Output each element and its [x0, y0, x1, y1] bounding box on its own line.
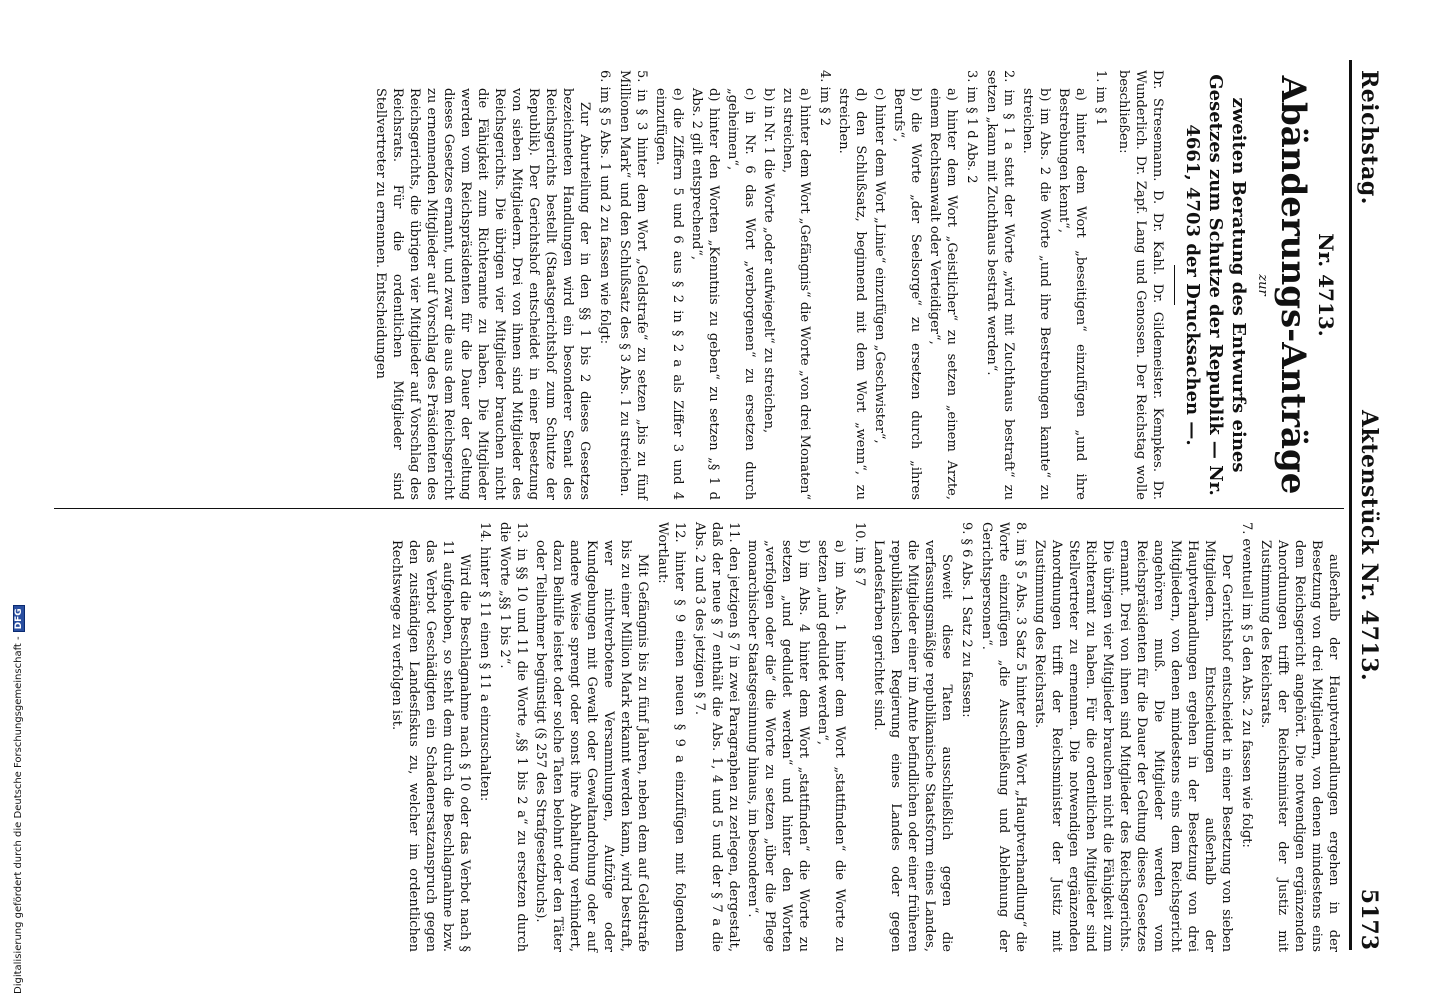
amendment-text: Der Gerichtshof entscheidet in einer Besetzung von sieben Mitgliedern. Entscheidungen außerhalb der Hauptverhandlungen ergehen in der Besetzung von drei Mitgliedern, von denen mindestens eins dem Reichsgericht angehören muß. Die Mitglieder werden vom Reichspräsidenten für die Dauer der Geltung dieses Gesetzes ernannt. Drei von ihnen sind Mitglieder des Reichsgerichts. Die übrigen vier Mitglieder brauchen nicht die Fähigkeit zum Richteramt zu haben. Für die ordentlichen Mitglieder sind Stellvertreter zu ernennen. Die notwendigen ergänzenden Anordnungen trifft der Reichsminister der Justiz mit Zustimmung des Reichsrats.	[1032, 540, 1234, 952]
dfg-logo-icon: DFG	[13, 605, 25, 632]
amendment-item: 2. im § 1 a statt der Worte „wird mit Zuchthaus bestraft“ zu setzen „kann mit Zuchthaus bestraft werden“.	[984, 70, 1016, 500]
document-number: Nr. 4713.	[1314, 233, 1338, 337]
document-zur: zur	[1255, 274, 1270, 296]
margin-note	[1, 606, 24, 994]
amendment-item: 12. hinter § 9 einen neuen § 9 a einzufügen mit folgendem Wortlaut:	[655, 522, 687, 952]
amendment-subitem: e) die Ziffern 5 und 6 aus § 2 in § 2 a als Ziffer 3 und 4 einzufügen.	[653, 88, 685, 500]
amendment-subitem: c) hinter dem Wort „Linie“ einzufügen „Geschwister“,	[872, 88, 887, 444]
amendment-item: 11. den jetzigen § 7 in zwei Paragraphen zu zerlegen, dergestalt, daß der neue § 7 enthält die Abs. 1, 4 und 5 und der § 7 a die Abs. 2 und 3 des jetzigen § 7.	[692, 522, 741, 952]
left-column	[370, 70, 1342, 500]
amendment-text: Soweit diese Taten ausschließlich gegen die verfassungsmäßige republikanische Staatsform eines Landes, die Mitglieder einer im Amte befindlichen oder einer früheren republikanischen Regierung eines Landes oder gegen Landesfarben gerichtet sind.	[871, 540, 954, 952]
amendment-subitem: c) in Nr. 6 das Wort „verborgenen“ zu ersetzen durch „geheimen“,	[725, 88, 757, 500]
amendment-item: 3. im § 1 d Abs. 2	[964, 70, 979, 184]
amendment-text: außerhalb der Hauptverhandlungen ergehen in der Besetzung von drei Mitgliedern, von denen mindestens eins dem Reichsgericht angehört. Die notwendigen ergänzenden Anordnungen trifft der Reichsminister der Justiz mit Zustimmung des Reichsrats.	[1258, 540, 1341, 952]
amendment-subitem: a) hinter dem Wort „Gefängnis“ die Worte „von drei Monaten“ zu streichen,	[780, 88, 812, 500]
title-rule	[1174, 265, 1175, 305]
signatories: Dr. Stresemann. D. Dr. Kahl. Dr. Gildemeister. Kempkes. Dr. Wunderlich. Dr. Zapf. Lang und Genossen. Der Reichstag wolle beschließen:	[1116, 70, 1165, 500]
margin-note-text: Digitalisierung gefördert durch die Deutsche Forschungsgemeinschaft -	[13, 636, 24, 994]
page-number: 5173	[1356, 888, 1382, 950]
amendment-subitem: b) in Nr. 1 die Worte „oder aufwiegelt“ zu streichen,	[761, 88, 776, 434]
column-divider	[54, 508, 1344, 509]
amendment-subitem: d) den Schlußsatz, beginnend mit dem Wort „wenn“, zu streichen.	[836, 88, 868, 500]
header-center: Aktenstück Nr. 4713.	[1356, 410, 1382, 682]
amendment-text: Wird die Beschlagnahme nach § 10 oder das Verbot nach § 11 aufgehoben, so steht dem durch die Beschlagnahme bzw. das Verbot Geschädigten ein Schadenersatzanspruch gegen den zuständigen Landesfiskus zu, welcher im ordentlichen Rechtswege zu verfolgen ist.	[389, 540, 472, 952]
document-subtitle: zweiten Beratung des Entwurfs eines Gesetzes zum Schutze der Republik — Nr. 4661, 4703 der Drucksachen —.	[1182, 74, 1249, 496]
header-rule	[1349, 60, 1352, 950]
amendment-item: 6. im § 5 Abs. 1 und 2 zu fassen wie folgt:	[597, 70, 612, 345]
amendment-subitem: d) hinter den Worten „Kenntnis zu geben“ zu setzen „§ 1 d Abs. 2 gilt entsprechend“,	[689, 88, 721, 500]
page-header	[1352, 70, 1382, 950]
amendment-item: 4. im § 2	[817, 70, 832, 127]
header-left: Reichstag.	[1356, 70, 1382, 205]
amendment-item: 14. hinter § 11 einen § 11 a einzuschalten:	[477, 522, 492, 802]
amendment-subitem: b) die Worte „der Seelsorge“ zu ersetzen durch „ihres Berufs“,	[891, 88, 923, 500]
amendment-item: 5. in § 3 hinter dem Wort „Geldstrafe“ zu setzen „bis zu fünf Millionen Mark“ und den Schlußsatz des § 3 Abs. 1 zu streichen.	[617, 70, 649, 500]
amendment-subitem: b) im Abs. 4 hinter dem Wort „stattfinden“ die Worte zu setzen „und geduldet werden“ und hinter den Worten „verfolgen oder die“ die Worte zu setzen „über die Pflege monarchischer Staatsgesinnung hinaus, im besonderen“.	[745, 540, 811, 952]
document-title: Abänderungs-Anträge	[1273, 75, 1313, 495]
amendment-subitem: a) hinter dem Wort „beseitigen“ einzufügen „und ihre Bestrebungen kennt“,	[1056, 88, 1088, 500]
amendment-subitem: b) im Abs. 2 die Worte „und ihre Bestrebungen kannte“ zu streichen.	[1020, 88, 1052, 500]
amendment-text: Mit Gefängnis bis zu fünf Jahren, neben dem auf Geldstrafe bis zu einer Million Mark erkannt werden kann, wird bestraft, wer nichtverbotene Versammlungen, Aufzüge oder Kundgebungen mit Gewalt oder Gewaltandrohung oder auf andere Weise sprengt oder sonst ihre Abhaltung verhindert, dazu Beihilfe leistet oder solche Taten belohnt oder den Täter oder Teilnehmer begünstigt (§ 257 des Strafgesetzbuchs).	[533, 540, 650, 952]
amendment-item: 9. § 6 Abs. 1 Satz 2 zu fassen:	[959, 522, 974, 718]
amendment-item: 8. im § 5 Abs. 3 Satz 5 hinter dem Wort „Hauptverhandlung“ die Worte einzufügen „die Ausschließung und Ablehnung der Gerichtspersonen“.	[979, 522, 1028, 952]
amendment-item: 1. im § 1	[1093, 70, 1108, 127]
left-amendments	[372, 70, 1109, 500]
amendment-subitem: a) im Abs. 1 hinter dem Wort „stattfinden“ die Worte zu setzen „und geduldet werden“,	[815, 540, 847, 952]
right-column	[386, 522, 1342, 952]
amendment-subitem: a) hinter dem Wort „Geistlicher“ zu setzen „einem Arzte, einem Rechtsanwalt oder Verteidiger“,	[927, 88, 959, 500]
amendment-text: Zur Aburteilung der in den §§ 1 bis 2 dieses Gesetzes bezeichneten Handlungen wird ein besonderer Senat des Reichsgerichts bestellt (Staatsgerichtshof zum Schutze der Republik). Der Gerichtshof entscheidet in einer Besetzung von sieben Mitgliedern. Drei von ihnen sind Mitglieder des Reichsgerichts. Die übrigen vier Mitglieder brauchen nicht die Fähigkeit zum Richteramte zu haben. Die Mitglieder werden vom Reichspräsidenten für die Dauer der Geltung dieses Gesetzes ernannt, und zwar die aus dem Reichsgericht zu ernennenden Mitglieder auf Vorschlag des Präsidenten des Reichsgerichts, die übrigen vier Mitglieder auf Vorschlag des Reichsrats. Für die ordentlichen Mitglieder sind Stellvertreter zu ernennen. Entscheidungen	[373, 88, 592, 500]
amendment-item: 10. im § 7	[852, 522, 867, 587]
right-amendments	[388, 522, 1342, 952]
amendment-item: 7. eventuell im § 5 den Abs. 2 zu fassen wie folgt:	[1239, 522, 1254, 848]
amendment-item: 13. in §§ 10 und 11 die Worte „§§ 1 bis 2 a“ zu ersetzen durch die Worte „§§ 1 bis 2“.	[497, 522, 529, 952]
